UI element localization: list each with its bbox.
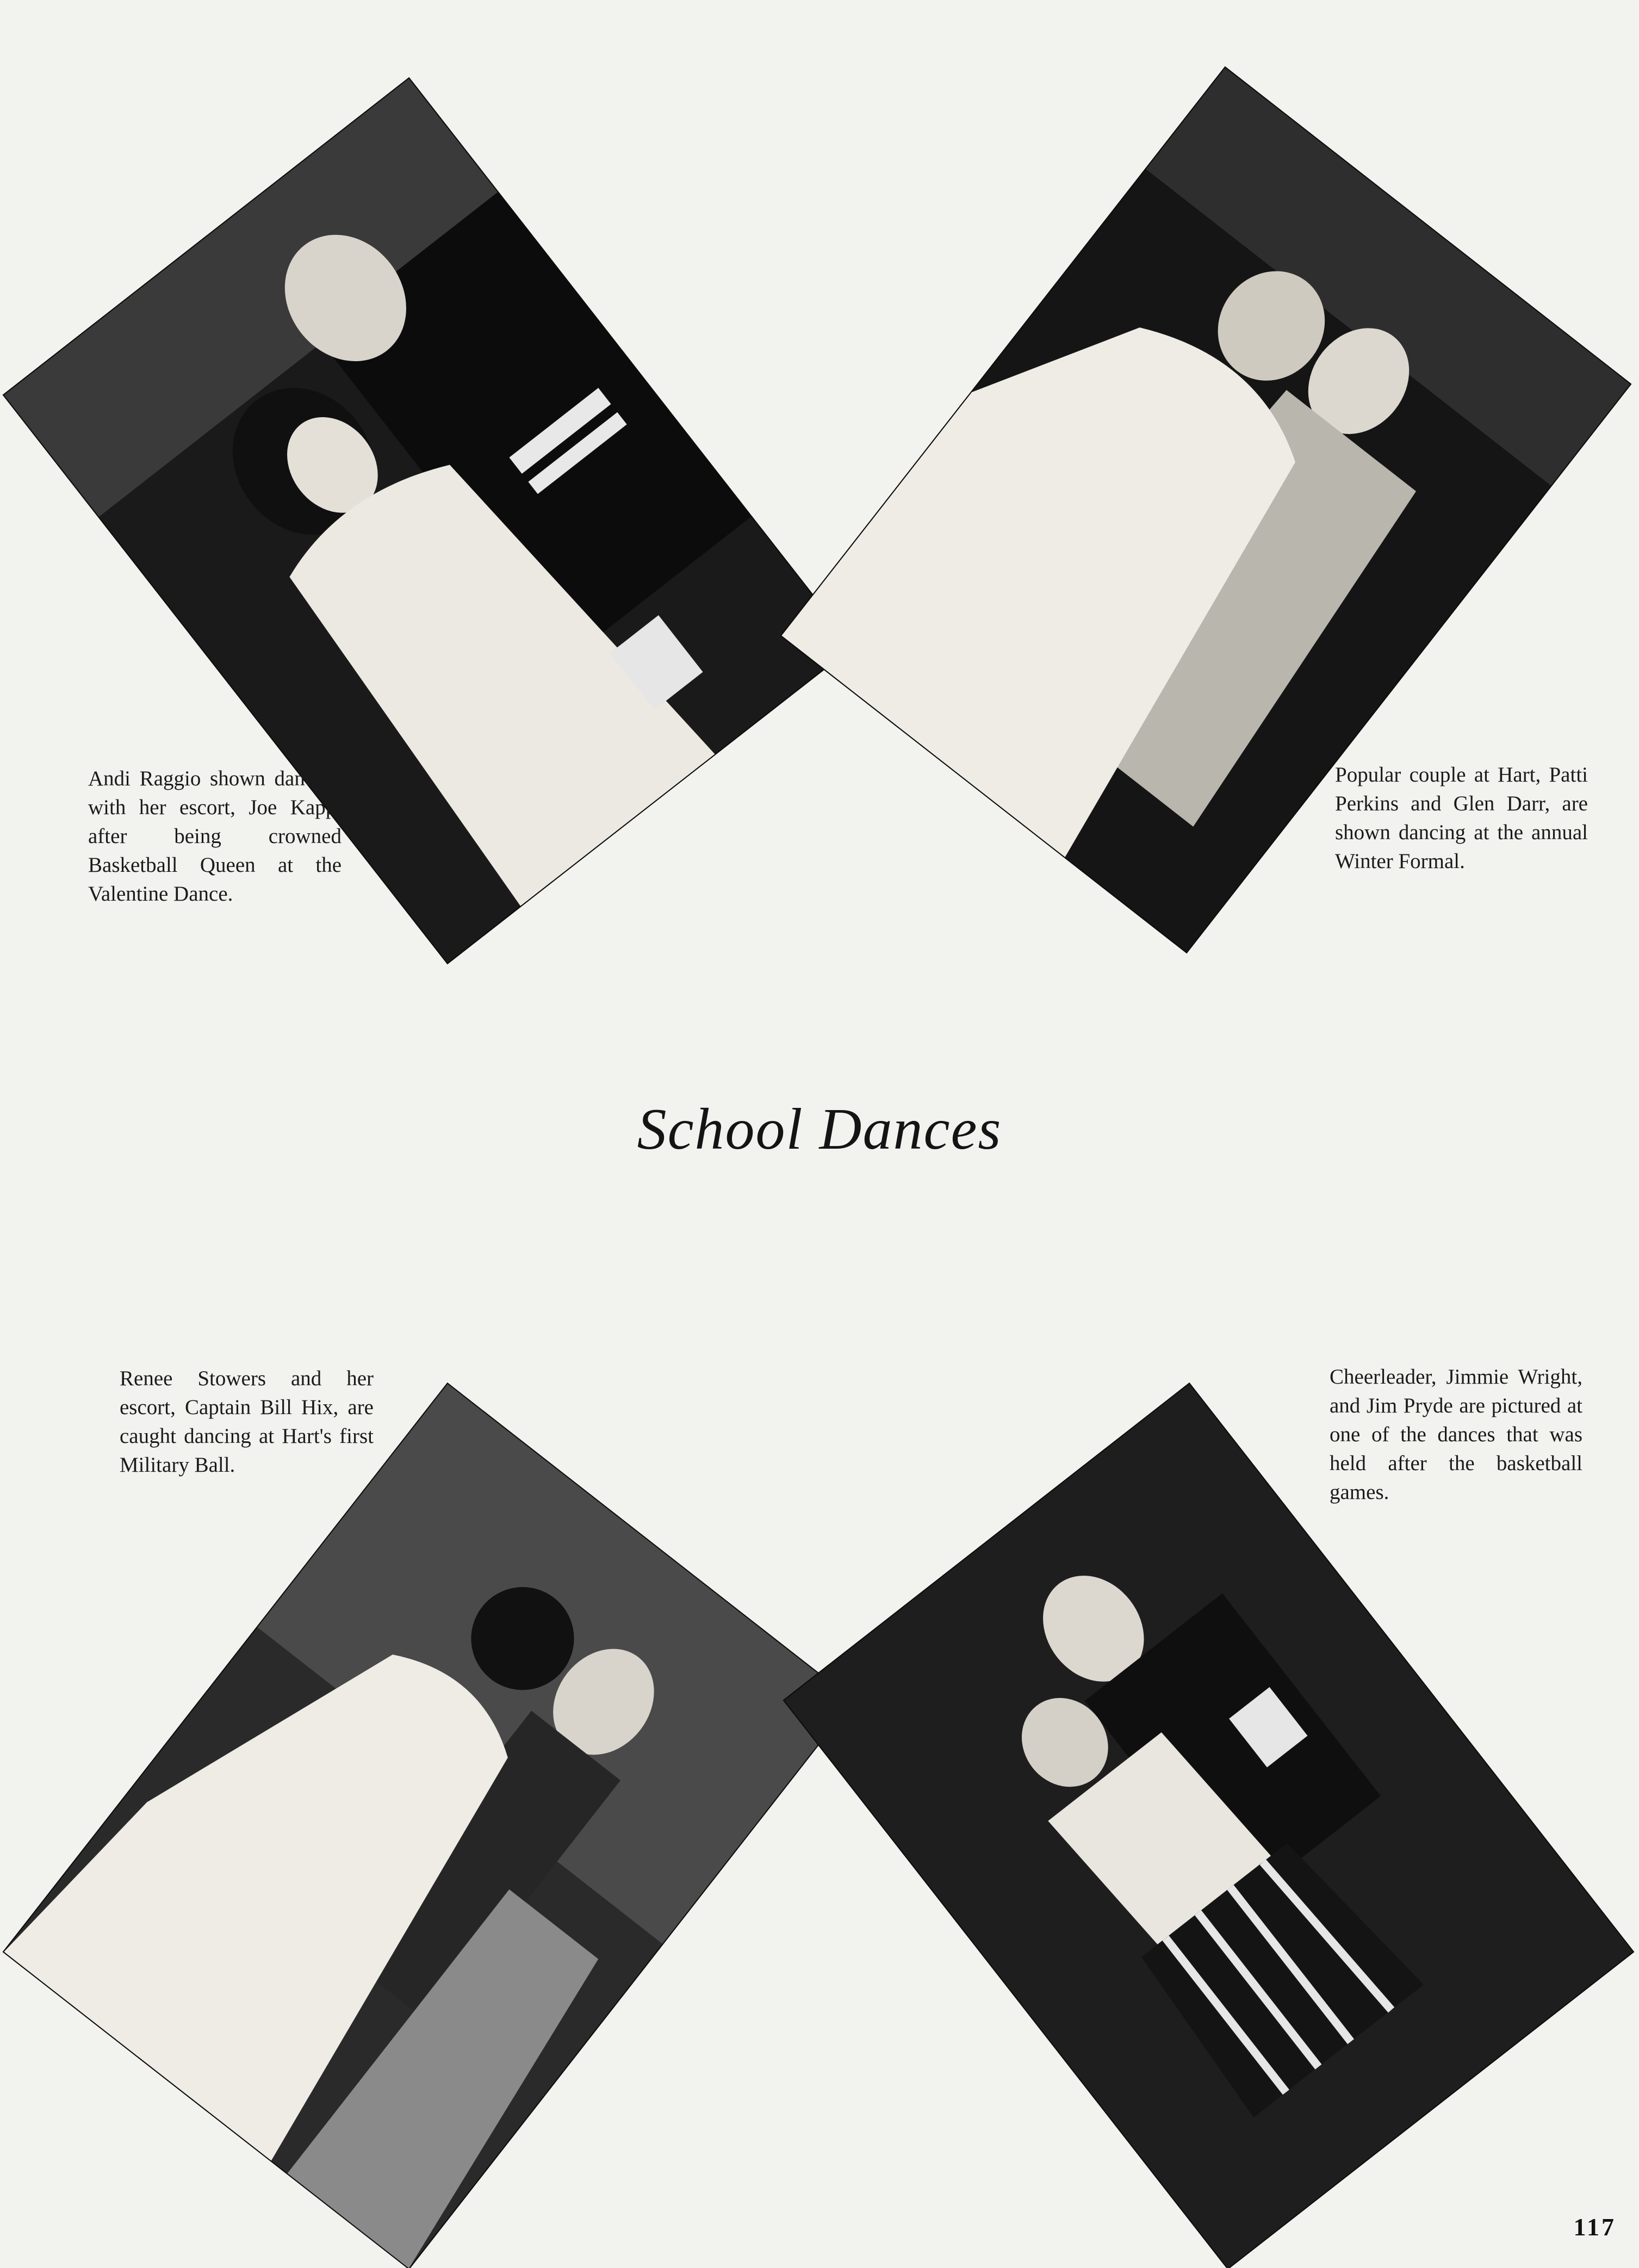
dancing-couple-image xyxy=(4,1384,852,2268)
caption-valentine-dance: Andi Raggio shown dancing with her escort, Joe Kapp, after being crowned Basketball Queen at the Valentine Dance. xyxy=(88,767,342,906)
caption-basketball-dance: Cheerleader, Jimmie Wright, and Jim Pryde are pictured at one of the dances that was held after the basketball games. xyxy=(1330,1365,1582,1504)
caption-military-ball: Renee Stowers and her escort, Captain Bill Hix, are caught dancing at Hart's first Military Ball. xyxy=(120,1367,374,1477)
page-number: 117 xyxy=(1573,2213,1616,2241)
page-title: School Dances xyxy=(637,1097,1002,1162)
photo-military-ball xyxy=(4,1384,852,2268)
dancing-couple-image xyxy=(784,1384,1632,2268)
photo-basketball-dance xyxy=(784,1384,1632,2268)
caption-winter-formal: Popular couple at Hart, Patti Perkins and Glen Darr, are shown dancing at the annual Winter Formal. xyxy=(1335,763,1588,873)
